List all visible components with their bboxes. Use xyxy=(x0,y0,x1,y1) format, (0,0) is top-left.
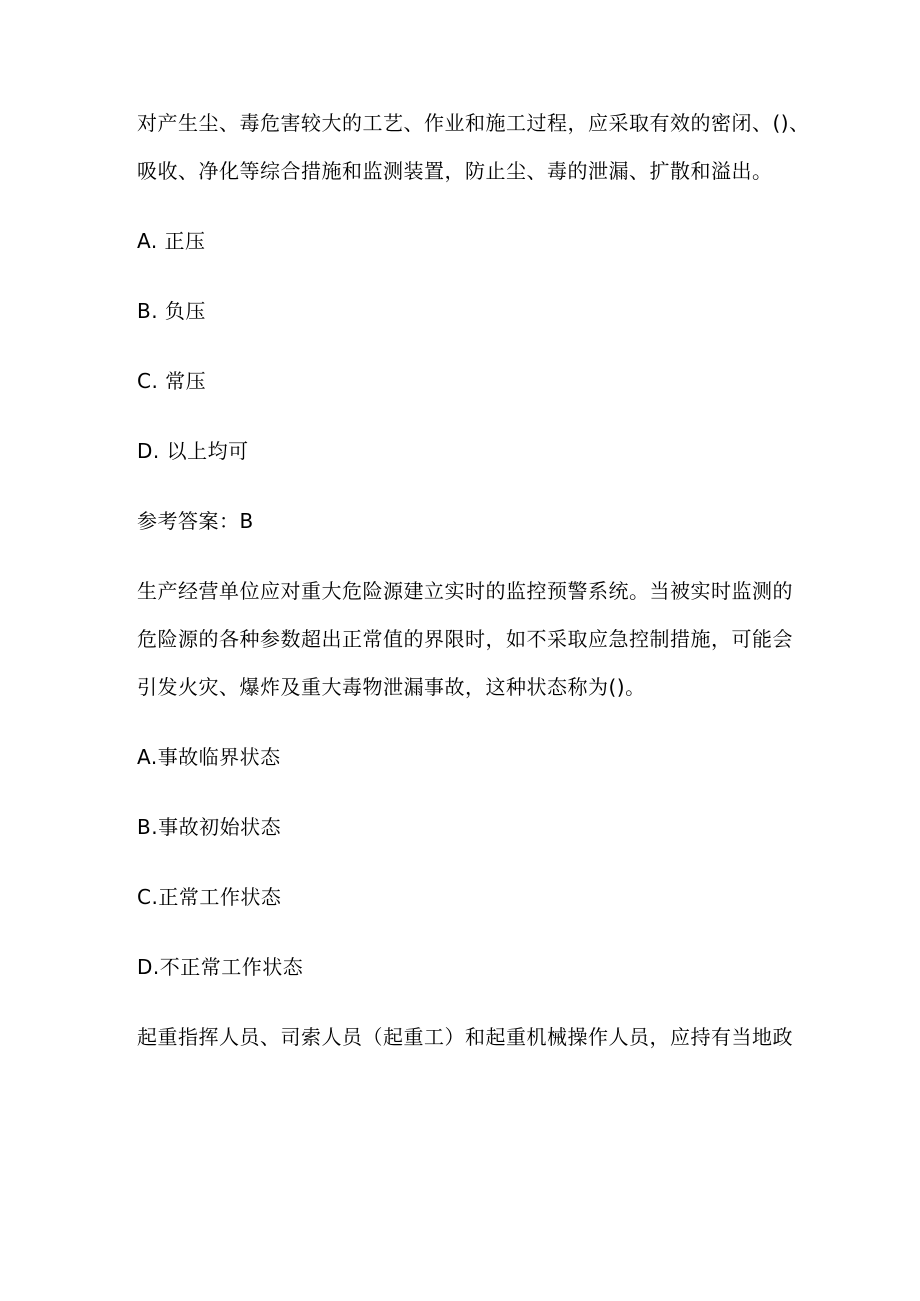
q1-answer: 参考答案：B xyxy=(137,509,254,533)
q1-option-c: C. 常压 xyxy=(137,369,207,393)
q2-option-d: D.不正常工作状态 xyxy=(137,955,304,979)
q2-stem-line-3: 引发火灾、爆炸及重大毒物泄漏事故，这种状态称为()。 xyxy=(137,675,646,699)
q3-stem-line-1: 起重指挥人员、司索人员（起重工）和起重机械操作人员，应持有当地政 xyxy=(137,1025,793,1049)
q2-stem-line-2: 危险源的各种参数超出正常值的界限时，如不采取应急控制措施，可能会 xyxy=(137,627,793,651)
q1-option-d: D. 以上均可 xyxy=(137,439,249,463)
q2-option-a: A.事故临界状态 xyxy=(137,745,281,769)
q2-option-b: B.事故初始状态 xyxy=(137,815,282,839)
q1-option-b: B. 负压 xyxy=(137,299,206,323)
q2-stem-line-1: 生产经营单位应对重大危险源建立实时的监控预警系统。当被实时监测的 xyxy=(137,579,793,603)
q1-stem-line-2: 吸收、净化等综合措施和监测装置，防止尘、毒的泄漏、扩散和溢出。 xyxy=(137,159,773,183)
q2-option-c: C.正常工作状态 xyxy=(137,885,282,909)
q1-option-a: A. 正压 xyxy=(137,229,206,253)
q1-stem-line-1: 对产生尘、毒危害较大的工艺、作业和施工过程，应采取有效的密闭、()、 xyxy=(137,111,810,135)
